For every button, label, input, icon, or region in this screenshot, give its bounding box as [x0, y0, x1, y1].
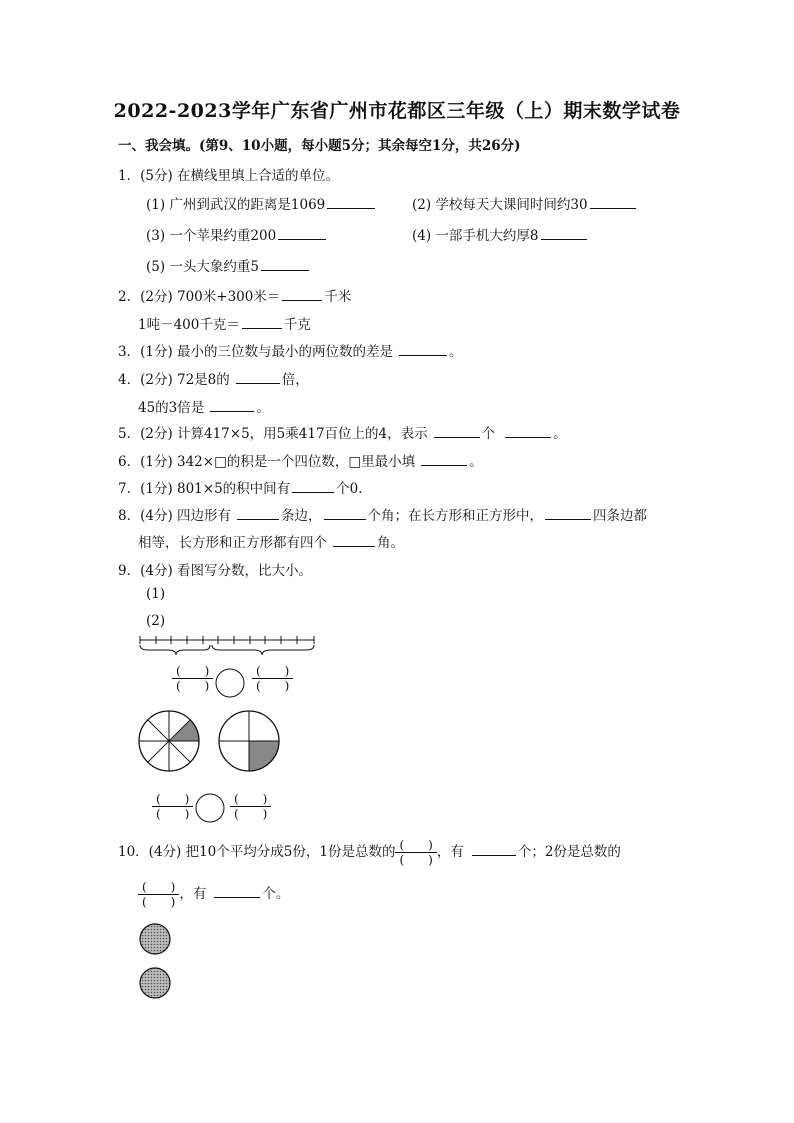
q4-line-2-end: 。: [256, 400, 270, 416]
q2-line-1: [118, 285, 351, 305]
numerator-blank[interactable]: ( ): [152, 792, 193, 807]
q10-line-1: [118, 838, 621, 867]
fraction-blank[interactable]: [138, 880, 179, 909]
answer-blank[interactable]: [282, 289, 322, 301]
answer-blank[interactable]: [505, 426, 551, 438]
answer-blank[interactable]: [214, 886, 260, 898]
number-line-figure: [138, 634, 318, 658]
q10-text-e: 个。: [262, 886, 290, 902]
answer-blank[interactable]: [261, 259, 309, 271]
q5-text: 5．(2分) 计算417×5，用5乘417百位上的4，表示: [118, 426, 428, 442]
q9-part-2-label: (2): [146, 613, 166, 629]
answer-blank[interactable]: [541, 228, 587, 240]
denominator-blank[interactable]: ( ): [142, 895, 176, 909]
answer-blank[interactable]: [399, 344, 447, 356]
denominator-blank[interactable]: ( ): [234, 807, 268, 821]
q6-text: 6．(1分) 342×□的积是一个四位数，□里最小填: [118, 454, 416, 470]
q1-item-2-text: (2) 学校每天大课间时间约30: [412, 197, 588, 213]
q4-line-1-text: 4．(2分) 72是8的: [118, 372, 230, 388]
q1-item-4: [412, 224, 589, 244]
q10-text-b: ，有: [436, 844, 464, 860]
q4-line-2-text: 45的3倍是: [138, 400, 205, 416]
q6: [118, 450, 483, 470]
answer-blank[interactable]: [434, 426, 480, 438]
answer-blank[interactable]: [237, 508, 279, 520]
page-title: 2022-2023学年广东省广州市花都区三年级（上）期末数学试卷: [113, 100, 681, 122]
q8-line-2: [138, 531, 404, 551]
denominator-blank[interactable]: ( ): [156, 807, 190, 821]
q5: [118, 422, 567, 442]
ball-icon: [140, 968, 170, 998]
q1-item-5-text: (5) 一头大象约重5: [146, 259, 260, 275]
answer-blank[interactable]: [236, 372, 280, 384]
q8-text-c: 个角；在长方形和正方形中，: [367, 508, 544, 524]
fraction-blank[interactable]: [395, 838, 436, 867]
q10-text-a: 10．(4分) 把10个平均分成5份，1份是总数的: [118, 844, 396, 860]
q8-text-e: 相等，长方形和正方形都有四个: [138, 535, 327, 551]
fraction-blank[interactable]: [252, 664, 293, 693]
q1-item-2: [412, 193, 638, 213]
numerator-blank[interactable]: ( ): [172, 664, 213, 679]
q4-line-1: [118, 368, 309, 388]
answer-blank[interactable]: [324, 508, 366, 520]
q10-text-c: 个；2份是总数的: [517, 844, 621, 860]
q7-text: 7．(1分) 801×5的积中间有: [118, 481, 291, 497]
answer-blank[interactable]: [472, 844, 516, 856]
section-heading: 一、我会填。(第9、10小题，每小题5分；其余每空1分，共26分): [118, 138, 521, 154]
q9-part-1-label: (1): [146, 586, 166, 602]
answer-blank[interactable]: [242, 317, 282, 329]
answer-blank[interactable]: [210, 400, 254, 412]
q1-item-3: [146, 224, 328, 244]
q10-line-2: [138, 880, 289, 909]
compare-circle[interactable]: [214, 668, 248, 700]
q3-end: 。: [449, 344, 463, 360]
q1-item-5: [146, 255, 311, 275]
q8-text-a: 8．(4分) 四边形有: [118, 508, 232, 524]
numerator-blank[interactable]: ( ): [138, 880, 179, 895]
circle-quarters: [218, 710, 282, 774]
numerator-blank[interactable]: ( ): [395, 838, 436, 853]
q6-end: 。: [469, 454, 483, 470]
answer-blank[interactable]: [327, 197, 375, 209]
q5-end: 。: [553, 426, 567, 442]
numerator-blank[interactable]: ( ): [230, 792, 271, 807]
denominator-blank[interactable]: ( ): [176, 679, 210, 693]
fraction-blank[interactable]: [152, 792, 193, 821]
numerator-blank[interactable]: ( ): [252, 664, 293, 679]
shaded-eighth: [169, 720, 199, 741]
q1-item-1-text: (1) 广州到武汉的距离是1069: [146, 197, 326, 213]
q8-line-1: [118, 504, 647, 524]
q4-line-1-end: 倍，: [281, 372, 309, 388]
q7-end: 个0．: [336, 481, 372, 497]
q1-item-4-text: (4) 一部手机大约厚8: [412, 228, 539, 244]
answer-blank[interactable]: [421, 454, 467, 466]
q2-unit: 千克: [283, 317, 311, 333]
q1-item-3-text: (3) 一个苹果约重200: [146, 228, 277, 244]
q10-text-d: ，有: [179, 886, 207, 902]
q8-text-f: 角。: [377, 535, 404, 551]
q8-text-b: 条边，: [281, 508, 322, 524]
q8-text-d: 四条边都: [593, 508, 648, 524]
q5-unit: 个: [481, 426, 496, 442]
ball-icon: [140, 924, 170, 954]
q4-line-2: [138, 396, 270, 416]
answer-blank[interactable]: [333, 535, 375, 547]
answer-blank[interactable]: [545, 508, 591, 520]
ball-figure: [138, 922, 174, 1002]
q3: [118, 340, 463, 360]
q2-line-2-text: 1吨－400千克＝: [138, 317, 240, 333]
fraction-blank[interactable]: [172, 664, 213, 693]
brace-left: [140, 645, 210, 655]
fraction-blank[interactable]: [230, 792, 271, 821]
answer-blank[interactable]: [278, 228, 326, 240]
q3-text: 3．(1分) 最小的三位数与最小的两位数的差是: [118, 344, 394, 360]
q2-line-1-text: 2．(2分) 700米+300米＝: [118, 289, 281, 305]
answer-blank[interactable]: [292, 481, 334, 493]
q9-stem: 9．(4分) 看图写分数，比大小。: [118, 563, 313, 579]
q2-line-2: [138, 313, 311, 333]
denominator-blank[interactable]: ( ): [256, 679, 290, 693]
q7: [118, 477, 372, 497]
answer-blank[interactable]: [590, 197, 636, 209]
circle-eighths: [138, 710, 202, 774]
q1-item-1: [146, 193, 377, 213]
q2-unit: 千米: [324, 289, 352, 305]
q1-stem: 1．(5分) 在横线里填上合适的单位。: [118, 168, 340, 184]
compare-circle[interactable]: [194, 793, 228, 825]
denominator-blank[interactable]: ( ): [399, 853, 433, 867]
brace-right: [212, 645, 314, 655]
